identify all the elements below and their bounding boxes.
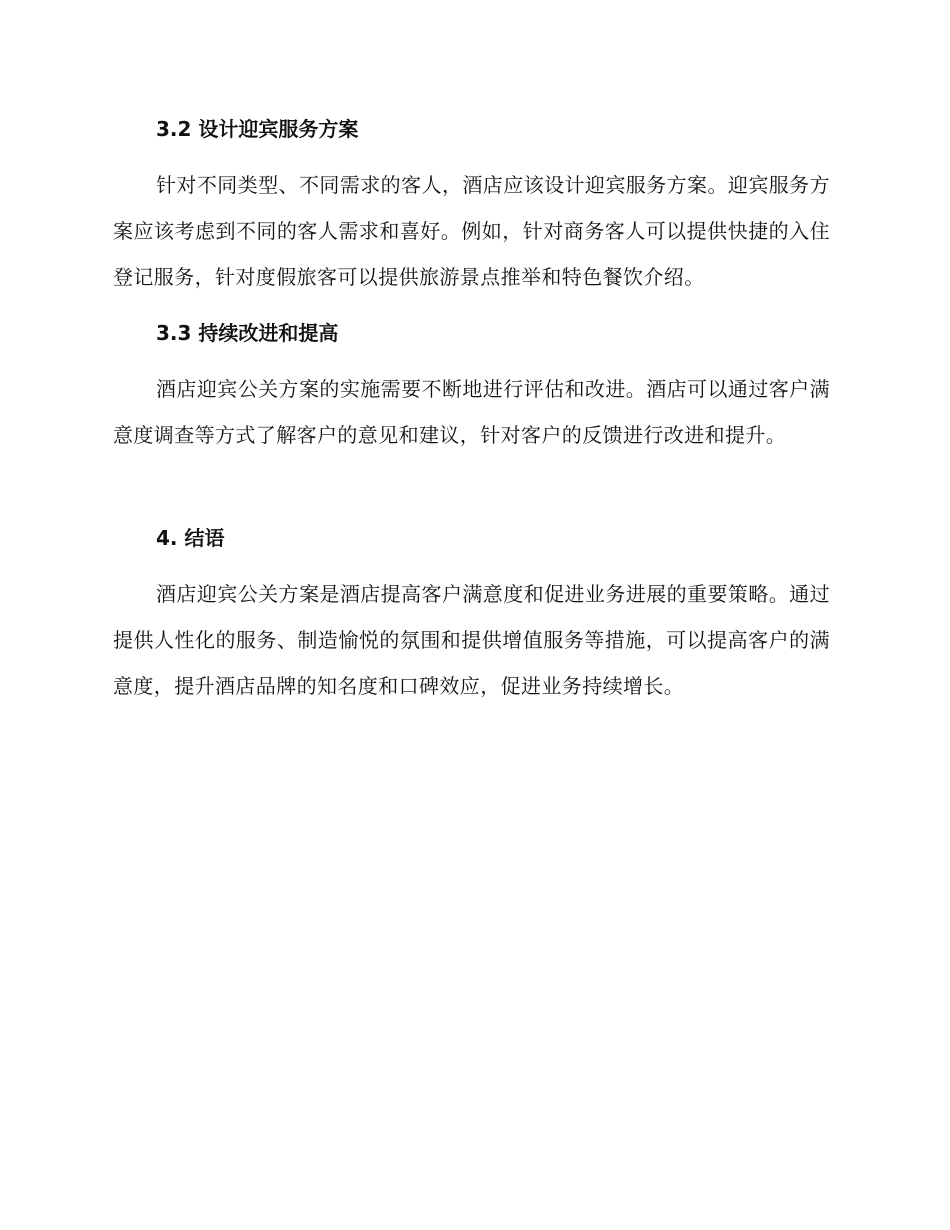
section-paragraph-4: 酒店迎宾公关方案是酒店提高客户满意度和促进业务进展的重要策略。通过提供人性化的服务、制造愉悦的氛围和提供增值服务等措施，可以提高客户的满意度，提升酒店品牌的知名度和口碑效应，促进业务持续增长。: [113, 582, 830, 698]
section-paragraph-3-3: 酒店迎宾公关方案的实施需要不断地进行评估和改进。酒店可以通过客户满意度调查等方式了解客户的意见和建议，针对客户的反馈进行改进和提升。: [113, 377, 830, 447]
section-heading-3-2: 3.2 设计迎宾服务方案: [156, 117, 359, 141]
section-heading-3-3: 3.3 持续改进和提高: [156, 321, 339, 345]
section-heading-4: 4. 结语: [156, 526, 225, 550]
section-paragraph-3-2: 针对不同类型、不同需求的客人，酒店应该设计迎宾服务方案。迎宾服务方案应该考虑到不同的客人需求和喜好。例如，针对商务客人可以提供快捷的入住登记服务，针对度假旅客可以提供旅游景点推举和特色餐饮介绍。: [113, 173, 830, 289]
